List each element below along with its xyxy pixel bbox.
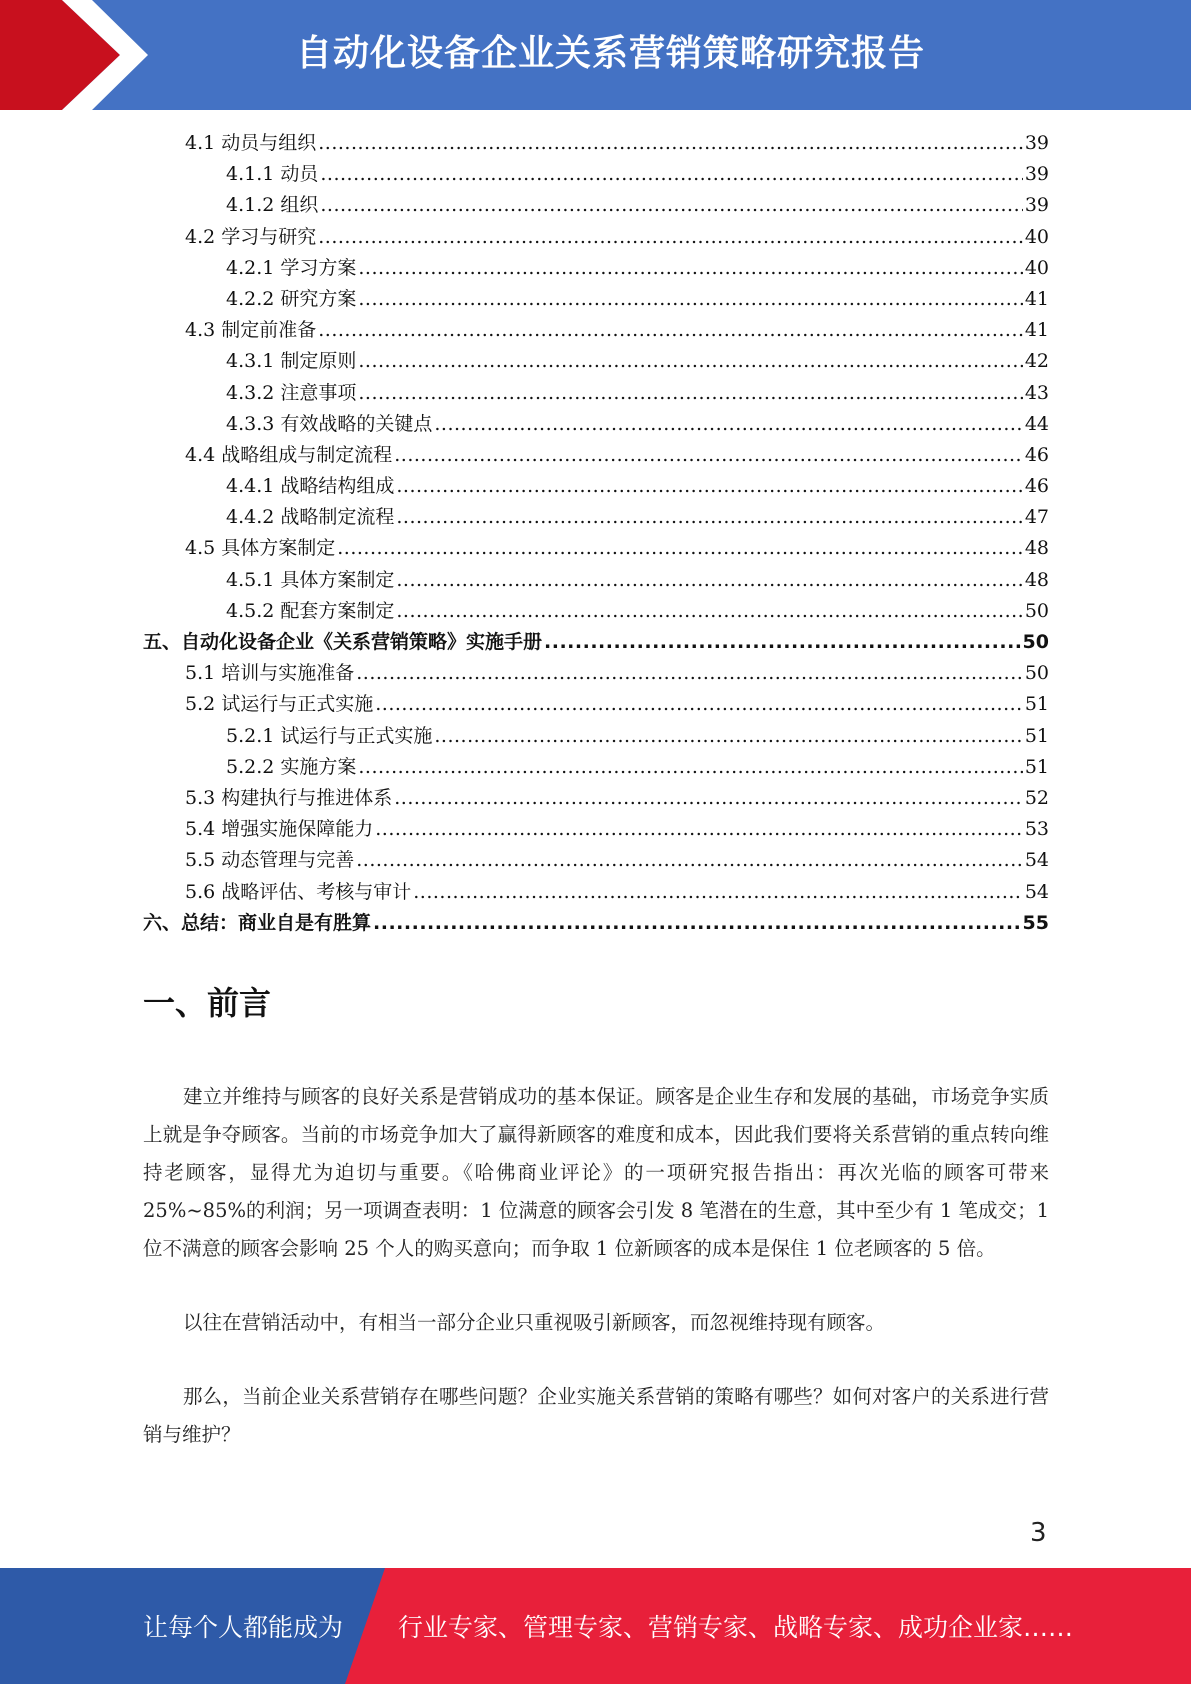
header-arrow-decoration (0, 0, 260, 110)
toc-leader-dots (434, 409, 1022, 440)
toc-leader-dots (396, 471, 1022, 502)
toc-entry[interactable] (143, 190, 1049, 221)
toc-entry-page: 51 (1024, 755, 1049, 778)
toc-entry-page: 39 (1024, 194, 1049, 217)
toc-entry-label: 4.1.2 组织 (226, 194, 319, 217)
toc-entry[interactable] (143, 689, 1049, 720)
paragraph: 以往在营销活动中，有相当一部分企业只重视吸引新顾客，而忽视维持现有顾客。 (183, 1311, 886, 1334)
toc-entry[interactable] (143, 502, 1049, 533)
toc-entry-page: 48 (1024, 537, 1049, 560)
toc-entry-label: 4.5.1 具体方案制定 (226, 568, 395, 591)
toc-entry-label: 4.3.1 制定原则 (226, 350, 357, 373)
toc-entry-label: 五、自动化设备企业《关系营销策略》实施手册 (143, 631, 543, 653)
toc-leader-dots (318, 315, 1023, 346)
toc-leader-dots (544, 627, 1021, 658)
toc-entry-page: 46 (1024, 443, 1049, 466)
toc-entry-page: 47 (1024, 506, 1049, 529)
toc-entry[interactable] (143, 565, 1049, 596)
toc-entry-label: 4.2.1 学习方案 (226, 256, 357, 279)
toc-leader-dots (358, 752, 1022, 783)
section-body (143, 1078, 1049, 1454)
table-of-contents (143, 128, 1049, 939)
toc-entry-label: 4.1 动员与组织 (185, 132, 317, 154)
report-title: 自动化设备企业关系营销策略研究报告 (296, 33, 926, 74)
toc-entry-page: 54 (1024, 849, 1049, 872)
toc-entry[interactable] (143, 721, 1049, 752)
toc-leader-dots (358, 284, 1022, 315)
footer-slogan: 让每个人都能成为 (143, 1613, 344, 1642)
toc-leader-dots (375, 814, 1023, 845)
toc-leader-dots (396, 596, 1022, 627)
toc-entry[interactable] (143, 596, 1049, 627)
paragraph: 建立并维持与顾客的良好关系是营销成功的基本保证。顾客是企业生存和发展的基础，市场竞争实质上就是争夺顾客。当前的市场竞争加大了赢得新顾客的难度和成本，因此我们要将关系营销的重点转向维持老顾客，显得尤为迫切与重要。《哈佛商业评论》的一项研究报告指出：再次光临的顾客可带来 25%~85%的利润；另一项调查表明：1 位满意的顾客会引发 8 笔潜在的生意，其中至少有 1 笔成交；1 位不满意的顾客会影响 25 个人的购买意向；而争取 1 位新顾客的成本是保住 1 位老顾客的 5 倍。 (143, 1085, 1049, 1260)
toc-leader-dots (394, 783, 1023, 814)
toc-entry[interactable] (143, 814, 1049, 845)
toc-entry-label: 4.4.1 战略结构组成 (226, 475, 395, 498)
toc-entry-page: 53 (1024, 818, 1049, 841)
toc-entry-label: 4.4.2 战略制定流程 (226, 506, 395, 529)
toc-entry-page: 42 (1024, 350, 1049, 373)
toc-entry-page: 52 (1024, 786, 1049, 809)
toc-leader-dots (373, 908, 1021, 939)
toc-entry-page: 43 (1024, 381, 1049, 404)
toc-entry-page: 50 (1022, 631, 1049, 653)
toc-entry-page: 40 (1024, 256, 1049, 279)
toc-entry-page: 55 (1022, 911, 1049, 934)
toc-entry[interactable] (143, 222, 1049, 253)
toc-entry-label: 5.6 战略评估、考核与审计 (185, 880, 412, 903)
toc-entry[interactable] (143, 752, 1049, 783)
toc-leader-dots (358, 346, 1022, 377)
toc-entry-label: 5.2.1 试运行与正式实施 (226, 724, 433, 747)
toc-entry-label: 4.3.3 有效战略的关键点 (226, 412, 433, 435)
toc-entry-page: 41 (1024, 319, 1049, 342)
toc-entry-label: 5.4 增强实施保障能力 (185, 818, 374, 841)
toc-leader-dots (318, 128, 1023, 159)
toc-leader-dots (375, 689, 1023, 720)
toc-leader-dots (358, 253, 1022, 284)
toc-entry[interactable] (143, 253, 1049, 284)
toc-entry-page: 39 (1024, 132, 1049, 154)
toc-leader-dots (320, 159, 1022, 190)
paragraph: 那么，当前企业关系营销存在哪些问题？企业实施关系营销的策略有哪些？如何对客户的关系进行营销与维护？ (143, 1385, 1049, 1446)
toc-entry-label: 5.1 培训与实施准备 (185, 662, 355, 685)
page-header (0, 0, 1191, 110)
toc-leader-dots (394, 440, 1023, 471)
toc-entry-page: 41 (1024, 287, 1049, 310)
toc-entry-label: 4.3.2 注意事项 (226, 381, 357, 404)
toc-entry[interactable] (143, 440, 1049, 471)
toc-entry[interactable] (143, 783, 1049, 814)
toc-entry-label: 4.1.1 动员 (226, 163, 319, 186)
toc-leader-dots (396, 502, 1022, 533)
toc-entry-label: 4.2.2 研究方案 (226, 287, 357, 310)
toc-entry[interactable] (143, 346, 1049, 377)
toc-entry-label: 5.5 动态管理与完善 (185, 849, 355, 872)
toc-leader-dots (413, 877, 1023, 908)
toc-entry[interactable] (143, 378, 1049, 409)
toc-entry-label: 六、总结：商业自是有胜算 (143, 911, 372, 934)
toc-entry-page: 54 (1024, 880, 1049, 903)
toc-entry[interactable] (143, 658, 1049, 689)
toc-entry-page: 50 (1024, 599, 1049, 622)
toc-entry-label: 4.5 具体方案制定 (185, 537, 336, 560)
toc-leader-dots (320, 190, 1022, 221)
toc-leader-dots (434, 721, 1022, 752)
toc-entry-page: 50 (1024, 662, 1049, 685)
toc-entry-page: 48 (1024, 568, 1049, 591)
page-number: 3 (1030, 1518, 1047, 1548)
toc-leader-dots (318, 222, 1023, 253)
toc-entry-label: 5.2.2 实施方案 (226, 755, 357, 778)
toc-entry[interactable] (143, 877, 1049, 908)
toc-entry[interactable] (143, 409, 1049, 440)
toc-entry[interactable] (143, 845, 1049, 876)
toc-entry-page: 51 (1024, 693, 1049, 716)
page-footer (0, 1568, 1191, 1684)
toc-entry-label: 5.3 构建执行与推进体系 (185, 786, 393, 809)
toc-entry[interactable] (143, 627, 1049, 658)
toc-entry-label: 4.5.2 配套方案制定 (226, 599, 395, 622)
toc-leader-dots (337, 533, 1023, 564)
toc-entry[interactable] (143, 128, 1049, 159)
toc-leader-dots (356, 658, 1023, 689)
toc-entry[interactable] (143, 315, 1049, 346)
toc-entry-page: 46 (1024, 475, 1049, 498)
toc-entry-label: 4.4 战略组成与制定流程 (185, 443, 393, 466)
footer-roles: 行业专家、管理专家、营销专家、战略专家、成功企业家…… (398, 1613, 1074, 1642)
toc-leader-dots (358, 378, 1022, 409)
toc-entry-label: 4.2 学习与研究 (185, 225, 317, 248)
toc-entry[interactable] (143, 533, 1049, 564)
toc-entry[interactable] (143, 159, 1049, 190)
toc-entry-page: 51 (1024, 724, 1049, 747)
toc-entry-page: 40 (1024, 225, 1049, 248)
toc-entry-page: 44 (1024, 412, 1049, 435)
toc-leader-dots (396, 565, 1022, 596)
section-heading: 一、前言 (143, 984, 272, 1022)
toc-entry-label: 5.2 试运行与正式实施 (185, 693, 374, 716)
toc-leader-dots (356, 845, 1023, 876)
toc-entry-page: 39 (1024, 163, 1049, 186)
toc-entry[interactable] (143, 471, 1049, 502)
toc-entry[interactable] (143, 908, 1049, 939)
toc-entry[interactable] (143, 284, 1049, 315)
toc-entry-label: 4.3 制定前准备 (185, 319, 317, 342)
